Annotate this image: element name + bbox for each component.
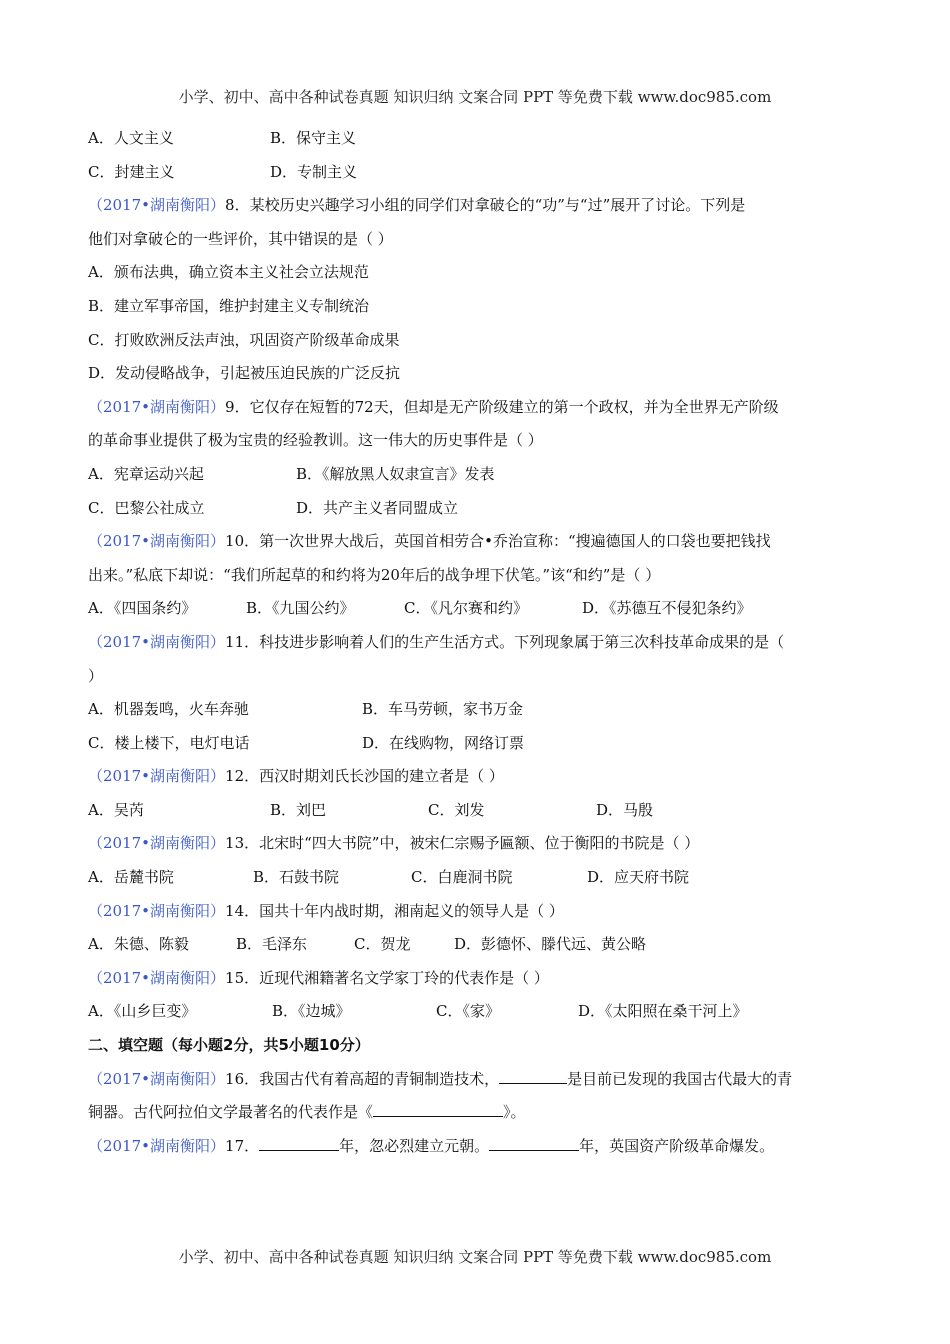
q8-source: （2017•湖南衡阳） <box>88 196 226 215</box>
q9-options-row1 <box>88 458 878 492</box>
q13-option-b: B．石鼓书院 <box>253 868 340 887</box>
q14-option-c: C．贺龙 <box>354 935 411 954</box>
q16-stem-text1b: 是目前已发现的我国古代最大的青 <box>567 1069 793 1088</box>
q12-option-d: D．马殷 <box>596 800 654 819</box>
q17-stem-line1 <box>88 1130 878 1164</box>
q16-blank1[interactable] <box>499 1068 567 1084</box>
q13-option-a: A．岳麓书院 <box>88 868 174 887</box>
q16-stem-text2a: 铜器。古代阿拉伯文学最著名的代表作是《 <box>88 1103 374 1122</box>
q10-stem-line2: 出来。”私底下却说：“我们所起草的和约将为20年后的战争埋下伏笔。”该“和约”是（ ） <box>88 565 661 584</box>
q9-option-d: D．共产主义者同盟成立 <box>296 498 459 517</box>
q13-option-d: D．应天府书院 <box>587 868 690 887</box>
exam-content <box>88 122 878 1163</box>
q9-stem-line2: 的革命事业提供了极为宝贵的经验教训。这一伟大的历史事件是（ ） <box>88 431 543 450</box>
q11-stem-text1: 11．科技进步影响着人们的生产生活方式。下列现象属于第三次科技革命成果的是（ <box>225 632 785 651</box>
q15-source: （2017•湖南衡阳） <box>88 968 226 987</box>
q15-options-row <box>88 995 878 1029</box>
q11-source: （2017•湖南衡阳） <box>88 632 226 651</box>
q15-option-d: D．《太阳照在桑干河上》 <box>578 1002 748 1021</box>
q13-stem-line1 <box>88 827 878 861</box>
section2-heading: 二、填空题（每小题2分，共5小题10分） <box>88 1036 370 1055</box>
q11-option-c: C．楼上楼下，电灯电话 <box>88 733 250 752</box>
q8-stem-line1 <box>88 189 878 223</box>
q13-source: （2017•湖南衡阳） <box>88 834 226 853</box>
q8-option-d: D．发动侵略战争，引起被压迫民族的广泛反抗 <box>88 364 401 383</box>
q9-options-row2 <box>88 492 878 526</box>
q12-option-a: A．吴芮 <box>88 800 144 819</box>
q11-options-row2 <box>88 727 878 761</box>
q9-option-c: C．巴黎公社成立 <box>88 498 205 517</box>
q12-option-b: B．刘巴 <box>270 800 327 819</box>
q8-option-a: A．颁布法典，确立资本主义社会立法规范 <box>88 263 369 282</box>
q7-option-c: C．封建主义 <box>88 162 175 181</box>
q17-prefix: 17． <box>225 1136 260 1155</box>
q7-options-row2 <box>88 156 878 190</box>
q12-option-c: C．刘发 <box>428 800 485 819</box>
page-footer: 小学、初中、高中各种试卷真题 知识归纳 文案合同 PPT 等免费下载 www.doc985.com <box>178 1248 772 1266</box>
q9-option-a: A．宪章运动兴起 <box>88 464 204 483</box>
q11-option-b: B．车马劳顿，家书万金 <box>362 700 524 719</box>
q17-source: （2017•湖南衡阳） <box>88 1136 226 1155</box>
q15-stem-line1 <box>88 962 878 996</box>
q9-source: （2017•湖南衡阳） <box>88 397 226 416</box>
q8-option-b: B．建立军事帝国，维护封建主义专制统治 <box>88 296 370 315</box>
q15-stem-text1: 15．近现代湘籍著名文学家丁玲的代表作是（ ） <box>225 968 549 987</box>
q16-stem-text2b: 》。 <box>503 1103 526 1122</box>
q12-stem-text1: 12．西汉时期刘氏长沙国的建立者是（ ） <box>225 767 504 786</box>
q10-source: （2017•湖南衡阳） <box>88 532 226 551</box>
q8-option-c: C．打败欧洲反法声浊，巩固资产阶级革命成果 <box>88 330 400 349</box>
q10-option-c: C．《凡尔赛和约》 <box>404 599 528 618</box>
q14-option-a: A．朱德、陈毅 <box>88 935 189 954</box>
q10-stem-text1: 10．第一次世界大战后，英国首相劳合•乔治宣称：“搜遍德国人的口袋也要把钱找 <box>225 532 771 551</box>
q13-stem-text1: 13．北宋时“四大书院”中，被宋仁宗赐予匾额、位于衡阳的书院是（ ） <box>225 834 700 853</box>
q10-option-a: A．《四国条约》 <box>88 599 197 618</box>
q14-stem-text1: 14．国共十年内战时期，湘南起义的领导人是（ ） <box>225 901 564 920</box>
q7-option-a: A．人文主义 <box>88 129 174 147</box>
q12-stem-line1 <box>88 760 878 794</box>
q16-stem-text1a: 16．我国古代有着高超的青铜制造技术， <box>225 1069 500 1088</box>
q10-option-b: B．《九国公约》 <box>246 599 355 618</box>
q11-option-a: A．机器轰鸣，火车奔驰 <box>88 700 249 719</box>
q8-stem-text1: 8．某校历史兴趣学习小组的同学们对拿破仑的“功”与“过”展开了讨论。下列是 <box>225 196 746 215</box>
q13-option-c: C．白鹿洞书院 <box>411 868 513 887</box>
q14-option-d: D．彭德怀、滕代远、黄公略 <box>454 935 647 954</box>
q7-option-b: B．保守主义 <box>270 129 357 147</box>
q16-stem-line2 <box>88 1096 878 1130</box>
q14-options-row <box>88 928 878 962</box>
q11-option-d: D．在线购物，网络订票 <box>362 733 525 752</box>
q10-options-row <box>88 592 878 626</box>
q9-option-b: B．《解放黑人奴隶宣言》发表 <box>296 464 495 483</box>
q15-option-a: A．《山乡巨变》 <box>88 1002 197 1021</box>
q10-stem-line1 <box>88 525 878 559</box>
q16-blank2[interactable] <box>373 1101 503 1117</box>
q16-stem-line1 <box>88 1063 878 1097</box>
q10-option-d: D．《苏德互不侵犯条约》 <box>582 599 752 618</box>
q9-stem-text1: 9．它仅存在短暂的72天，但却是无产阶级建立的第一个政权，并为全世界无产阶级 <box>225 397 779 416</box>
q9-stem-line1 <box>88 391 878 425</box>
q7-options-row1 <box>88 122 878 156</box>
q7-option-d: D．专制主义 <box>270 162 358 181</box>
q14-option-b: B．毛泽东 <box>236 935 308 954</box>
q11-stem-line2: ） <box>88 666 104 685</box>
q13-options-row <box>88 861 878 895</box>
q17-text-end: 年，英国资产阶级革命爆发。 <box>579 1136 775 1155</box>
page-header: 小学、初中、高中各种试卷真题 知识归纳 文案合同 PPT 等免费下载 www.doc985.com <box>178 88 772 106</box>
q11-options-row1 <box>88 693 878 727</box>
q12-source: （2017•湖南衡阳） <box>88 767 226 786</box>
q14-stem-line1 <box>88 895 878 929</box>
q17-blank2[interactable] <box>489 1135 579 1151</box>
q12-options-row <box>88 794 878 828</box>
q15-option-c: C．《家》 <box>436 1002 500 1021</box>
q16-source: （2017•湖南衡阳） <box>88 1069 226 1088</box>
q17-text-mid: 年，忽必烈建立元朝。 <box>339 1136 490 1155</box>
q17-blank1[interactable] <box>259 1135 339 1151</box>
q11-stem-line1 <box>88 626 878 660</box>
q14-source: （2017•湖南衡阳） <box>88 901 226 920</box>
q8-stem-line2: 他们对拿破仑的一些评价，其中错误的是（ ） <box>88 229 393 248</box>
q15-option-b: B．《边城》 <box>272 1002 351 1021</box>
